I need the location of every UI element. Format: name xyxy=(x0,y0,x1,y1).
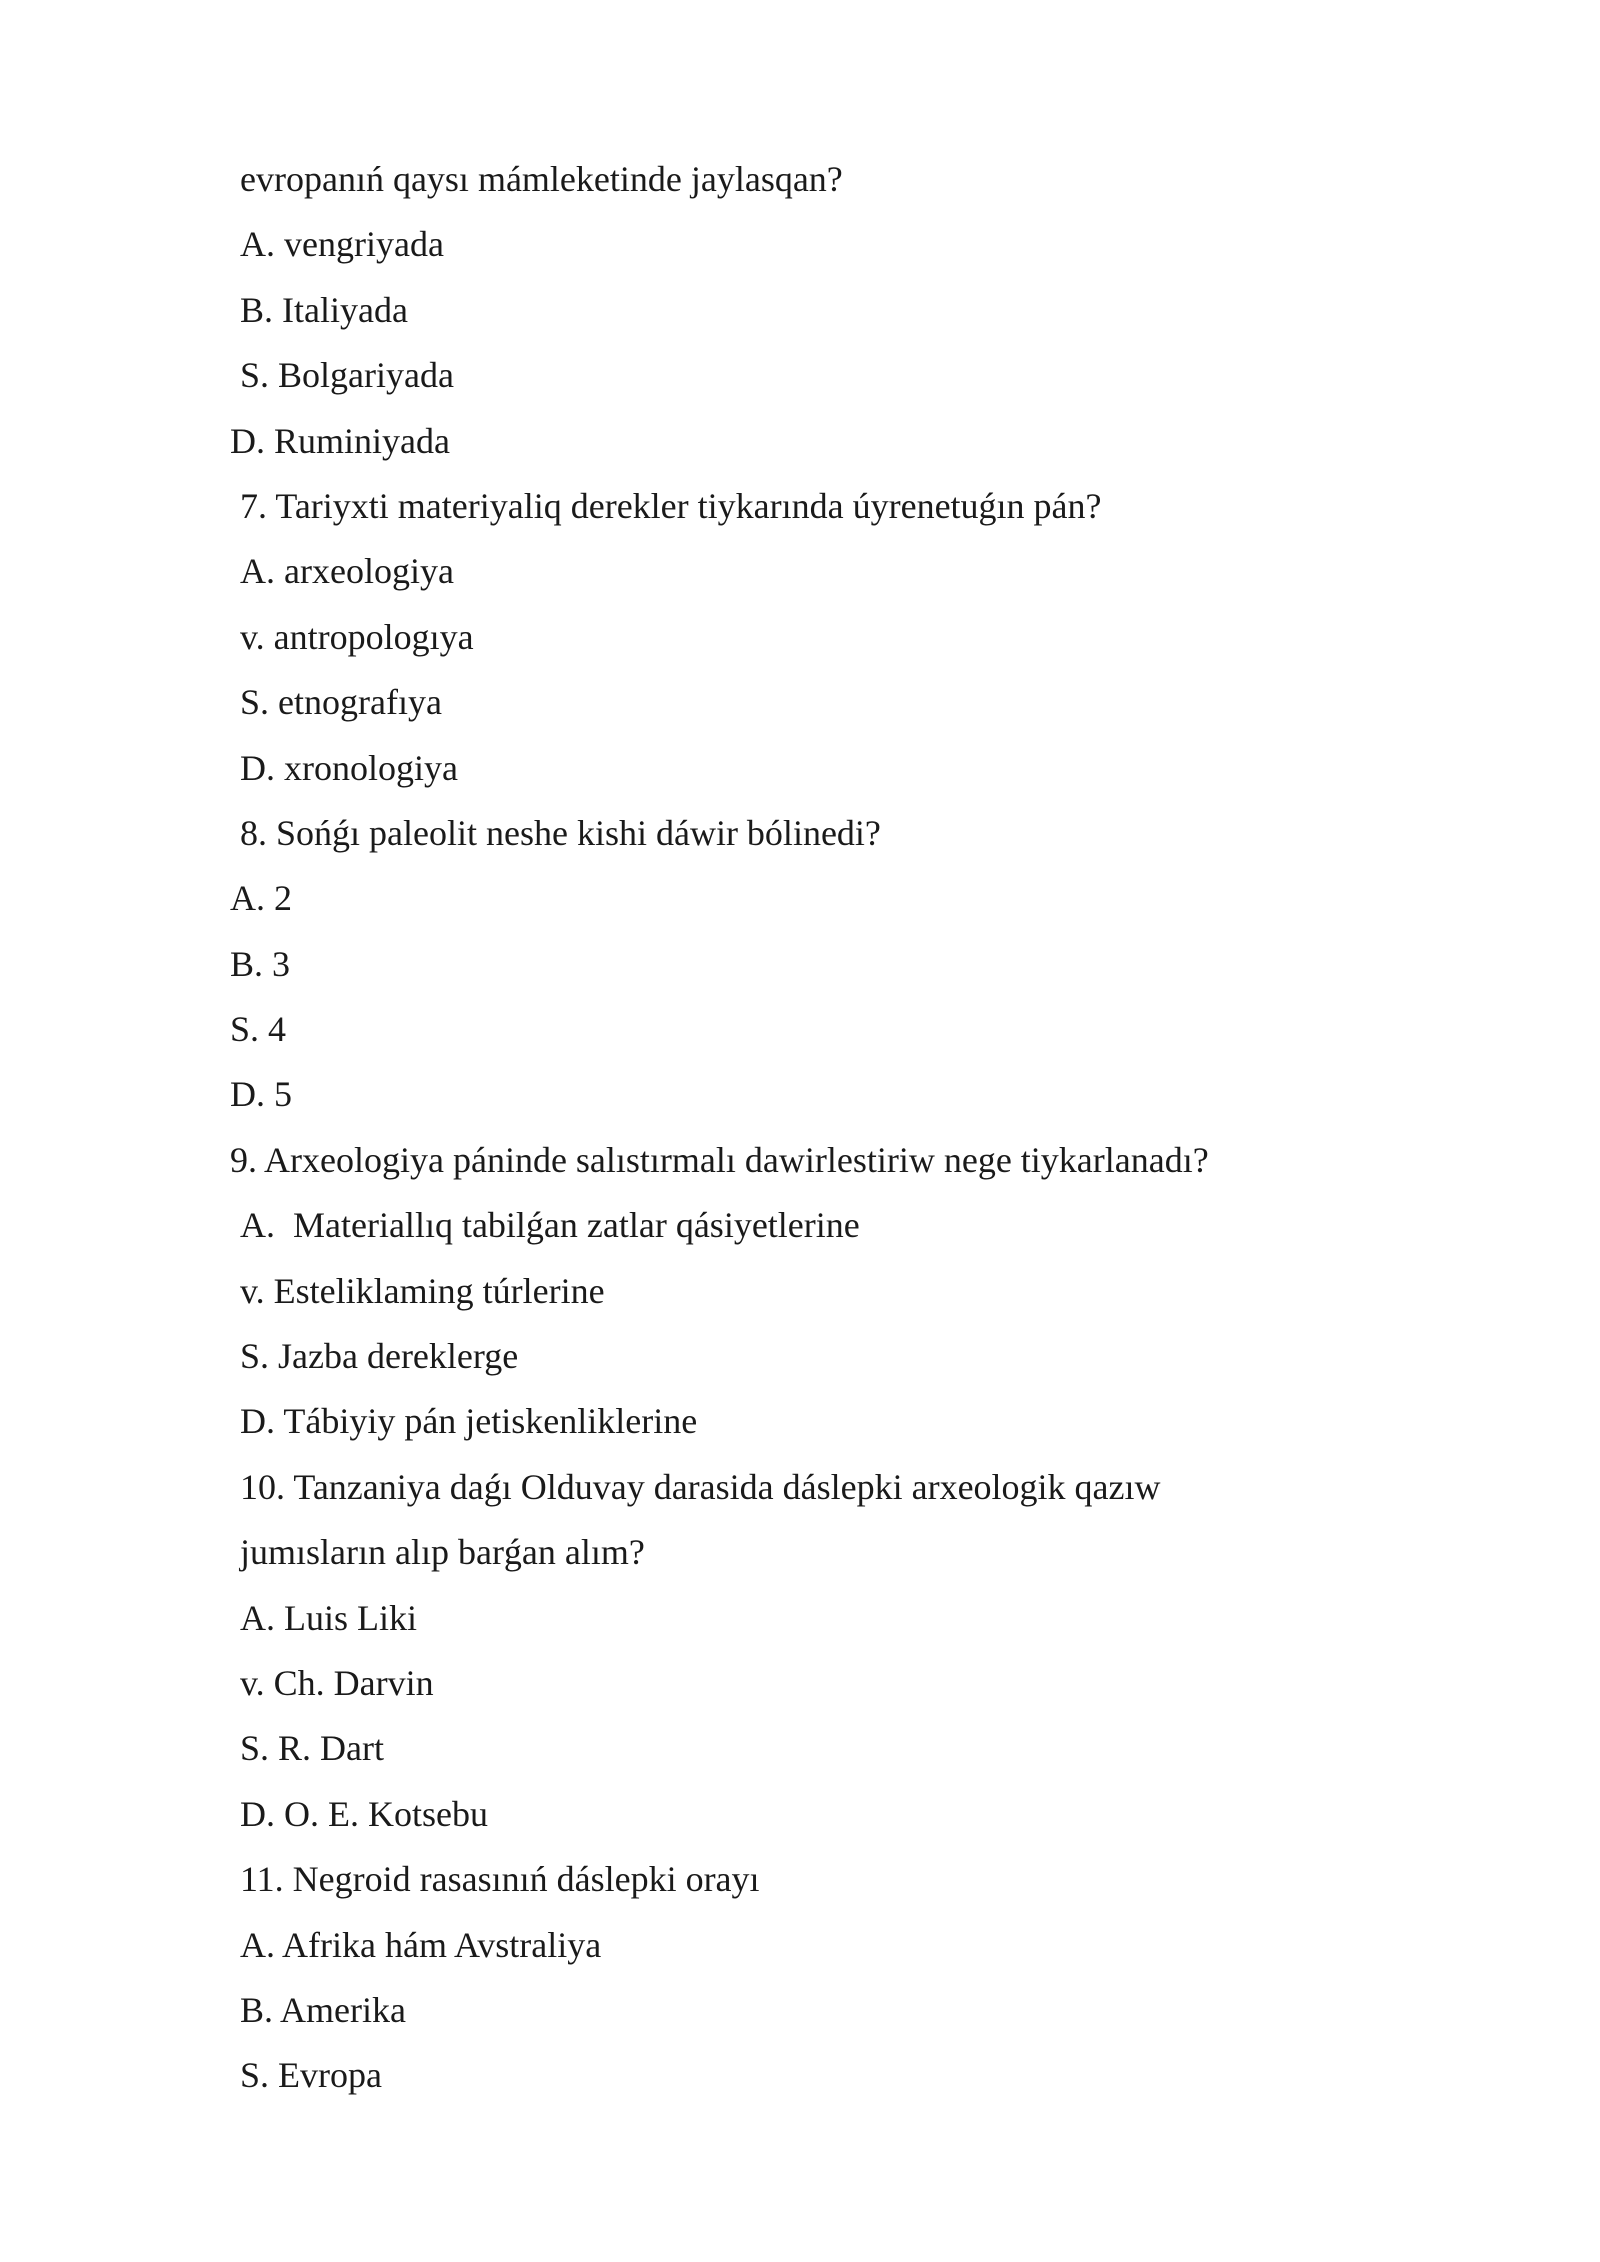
q6-option-a: A. vengriyada xyxy=(240,224,444,265)
q10-option-s: S. R. Dart xyxy=(240,1728,384,1769)
q11-option-s: S. Evropa xyxy=(240,2055,382,2096)
q7-option-v: v. antropologıya xyxy=(240,616,474,657)
q10-option-a: A. Luis Liki xyxy=(240,1597,417,1638)
q10-option-d: D. O. E. Kotsebu xyxy=(240,1793,488,1834)
q6-option-d: D. Ruminiyada xyxy=(230,420,450,461)
q8-option-b: B. 3 xyxy=(230,943,291,984)
q8-option-s: S. 4 xyxy=(230,1009,287,1050)
q7-option-s: S. etnografıya xyxy=(240,682,442,723)
question-11: 11. Negroid rasasınıń dáslepki orayı xyxy=(240,1859,760,1900)
q9-option-v: v. Esteliklaming túrlerine xyxy=(240,1270,605,1311)
q7-option-a: A. arxeologiya xyxy=(240,551,454,592)
q11-option-a: A. Afrika hám Avstraliya xyxy=(240,1924,602,1965)
q9-option-s: S. Jazba dereklerge xyxy=(240,1336,519,1377)
question-7: 7. Tariyxti materiyaliq derekler tiykarında úyrenetuǵın pán? xyxy=(240,485,1102,526)
question-10-continuation: jumısların alıp barǵan alım? xyxy=(240,1532,645,1573)
q9-option-a: A. Materiallıq tabilǵan zatlar qásiyetlerine xyxy=(240,1205,860,1246)
q11-option-b: B. Amerika xyxy=(240,1989,406,2030)
question-10: 10. Tanzaniya daǵı Olduvay darasida dáslepki arxeologik qazıw xyxy=(240,1466,1161,1507)
q6-option-s: S. Bolgariyada xyxy=(240,355,454,396)
q10-option-v: v. Ch. Darvin xyxy=(240,1662,434,1703)
q8-option-a: A. 2 xyxy=(230,878,292,919)
question-8: 8. Sońǵı paleolit neshe kishi dáwir bólinedi? xyxy=(240,812,881,853)
q8-option-d: D. 5 xyxy=(230,1074,292,1115)
q6-option-b: B. Italiyada xyxy=(240,289,408,330)
question-9: 9. Arxeologiya páninde salıstırmalı dawirlestiriw nege tiykarlanadı? xyxy=(230,1139,1209,1180)
q7-option-d: D. xronologiya xyxy=(240,747,458,788)
question-6-continuation: evropanıń qaysı mámleketinde jaylasqan? xyxy=(240,159,843,199)
q9-option-d: D. Tábiyiy pán jetiskenliklerine xyxy=(240,1401,698,1442)
document-body xyxy=(0,154,1600,2116)
